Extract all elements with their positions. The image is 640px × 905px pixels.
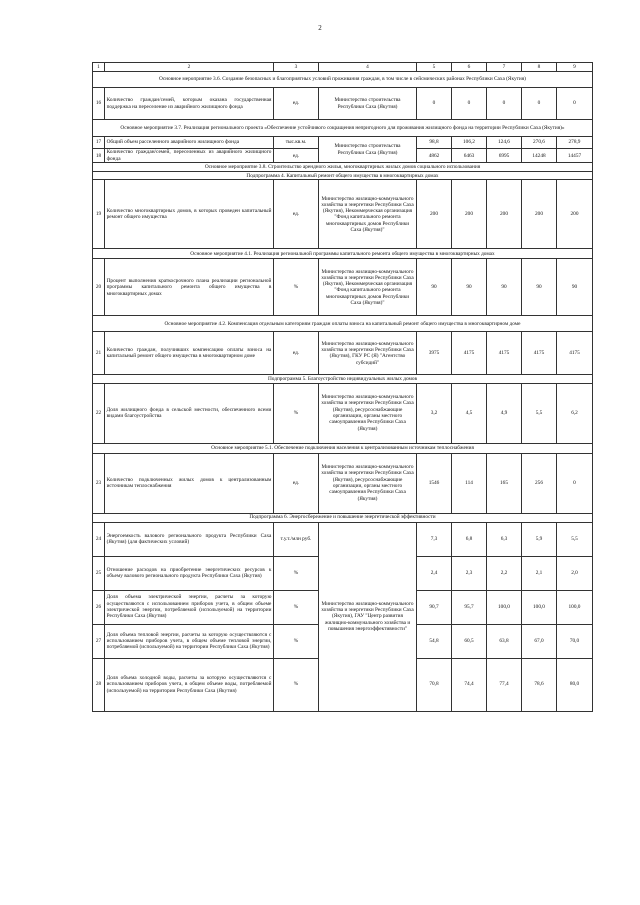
unit-of-measure: ед.	[274, 453, 319, 513]
indicator-value: 270,6	[522, 137, 557, 149]
row-number: 25	[93, 556, 105, 590]
indicator-value: 6,2	[557, 383, 593, 443]
responsible-executor: Министерство строительства Республики Саха (Якутия)	[319, 137, 417, 163]
indicator-value: 165	[487, 453, 522, 513]
indicator-value: 3975	[417, 332, 452, 375]
indicator-value: 200	[522, 180, 557, 249]
indicator-value: 124,6	[487, 137, 522, 149]
section-heading: Основное мероприятие 3.8. Строительство арендного жилья, многоквартирных жилых домов социального использования	[93, 163, 593, 172]
indicator-value: 0	[557, 453, 593, 513]
row-number: 19	[93, 180, 105, 249]
indicator-value: 4175	[522, 332, 557, 375]
row-number: 22	[93, 383, 105, 443]
unit-of-measure: %	[274, 590, 319, 624]
indicator-value: 278,9	[557, 137, 593, 149]
indicator-value: 0	[522, 88, 557, 120]
column-number: 8	[522, 63, 557, 72]
table-row	[93, 137, 593, 149]
indicator-name: Отношение расходов на приобретение энергетических ресурсов к объему валового регионального продукта Республики Саха (Якутия)	[105, 556, 274, 590]
indicator-value: 200	[557, 180, 593, 249]
section-heading: Подпрограмма 5. Благоустройство индивидуальных жилых домов	[93, 375, 593, 383]
row-number: 24	[93, 522, 105, 556]
section-heading-row	[93, 249, 593, 259]
row-number: 23	[93, 453, 105, 513]
table-row	[93, 259, 593, 316]
indicator-value: 5,9	[522, 522, 557, 556]
indicator-value: 74,4	[452, 658, 487, 711]
responsible-executor: Министерство строительства Республики Саха (Якутия)	[319, 88, 417, 120]
section-heading-row	[93, 120, 593, 137]
unit-of-measure: ед.	[274, 332, 319, 375]
unit-of-measure: %	[274, 556, 319, 590]
responsible-executor: Министерство жилищно-коммунального хозяйства и энергетики Республики Саха (Якутия), Некоммерческая организация "Фонд капитального ремонта многоквартирных домов Республики Саха (Якутия)"	[319, 180, 417, 249]
indicator-value: 14248	[522, 149, 557, 163]
row-number: 27	[93, 624, 105, 658]
unit-of-measure: т.у.т./млн руб.	[274, 522, 319, 556]
indicator-value: 90	[417, 259, 452, 316]
row-number: 16	[93, 88, 105, 120]
unit-of-measure: ед.	[274, 180, 319, 249]
indicator-value: 1546	[417, 453, 452, 513]
row-number: 20	[93, 259, 105, 316]
section-heading: Основное мероприятие 3.6. Создание безопасных и благоприятных условий проживания граждан, в том числе в сейсмических районах Республики Саха (Якутия)	[93, 72, 593, 88]
indicator-name: Доля объема холодной воды, расчеты за которую осуществляются с использованием приборов учета, в общем объеме воды, потребляемой (используемой) на территории Республики Саха (Якутия)	[105, 658, 274, 711]
indicator-value: 5,5	[522, 383, 557, 443]
indicator-value: 4175	[557, 332, 593, 375]
table-row	[93, 180, 593, 249]
indicator-name: Доля жилищного фонда в сельской местности, обеспеченного всеми видами благоустройства	[105, 383, 274, 443]
indicator-value: 14457	[557, 149, 593, 163]
section-heading: Подпрограмма 4. Капитальный ремонт общего имущества в многоквартирных домах	[93, 172, 593, 180]
section-heading: Основное мероприятие 3.7. Реализация регионального проекта «Обеспечение устойчивого сокращения непригодного для проживания жилищного фонда на территории Республики Саха (Якутия)»	[93, 120, 593, 137]
table-row	[93, 332, 593, 375]
responsible-executor: Министерство жилищно-коммунального хозяйства и энергетики Республики Саха (Якутия), ГАУ "Центр развития жилищно-коммунального хозяйства и повышения энергоэффективности"	[319, 522, 417, 711]
row-number: 17	[93, 137, 105, 149]
indicator-value: 90,7	[417, 590, 452, 624]
column-number: 7	[487, 63, 522, 72]
indicator-value: 0	[557, 88, 593, 120]
indicator-value: 54,8	[417, 624, 452, 658]
unit-of-measure: %	[274, 658, 319, 711]
responsible-executor: Министерство жилищно-коммунального хозяйства и энергетики Республики Саха (Якутия), ресурсоснабжающие организации, органы местного самоуправления Республики Саха (Якутия)	[319, 453, 417, 513]
column-number: 5	[417, 63, 452, 72]
indicator-value: 100,0	[487, 590, 522, 624]
indicator-value: 6,3	[487, 522, 522, 556]
column-number: 3	[274, 63, 319, 72]
indicator-value: 0	[417, 88, 452, 120]
section-heading: Основное мероприятие 4.1. Реализация региональной программы капитального ремонта общего имущества в многоквартирных домах	[93, 249, 593, 259]
indicator-value: 4,9	[487, 383, 522, 443]
indicator-value: 106,2	[452, 137, 487, 149]
unit-of-measure: %	[274, 259, 319, 316]
indicator-value: 7,3	[417, 522, 452, 556]
table-row	[93, 383, 593, 443]
column-number-row	[93, 63, 593, 72]
column-number: 1	[93, 63, 105, 72]
indicator-name: Количество граждан/семей, которым оказана государственная поддержка на переселение из аварийного жилищного фонда	[105, 88, 274, 120]
section-heading-row	[93, 375, 593, 383]
indicator-value: 4175	[487, 332, 522, 375]
indicator-value: 2,3	[452, 556, 487, 590]
section-heading-row	[93, 443, 593, 453]
indicator-value: 77,4	[487, 658, 522, 711]
table-row	[93, 453, 593, 513]
indicator-value: 2,0	[557, 556, 593, 590]
row-number: 26	[93, 590, 105, 624]
indicator-value: 200	[417, 180, 452, 249]
indicator-value: 5,5	[557, 522, 593, 556]
indicator-value: 90	[452, 259, 487, 316]
indicator-name: Количество граждан/семей, переселенных из аварийного жилищного фонда	[105, 149, 274, 163]
row-number: 21	[93, 332, 105, 375]
column-number: 2	[105, 63, 274, 72]
row-number: 18	[93, 149, 105, 163]
table-row	[93, 88, 593, 120]
indicator-value: 114	[452, 453, 487, 513]
indicator-value: 70,8	[417, 658, 452, 711]
column-number: 6	[452, 63, 487, 72]
indicator-value: 6995	[487, 149, 522, 163]
page-number: 2	[318, 24, 322, 32]
indicator-value: 95,7	[452, 590, 487, 624]
indicator-value: 256	[522, 453, 557, 513]
indicator-value: 100,0	[522, 590, 557, 624]
unit-of-measure: %	[274, 383, 319, 443]
section-heading: Основное мероприятие 5.1. Обеспечение подключения населения к централизованным источникам теплоснабжения	[93, 443, 593, 453]
section-heading-row	[93, 172, 593, 180]
indicators-table	[92, 62, 593, 712]
indicator-name: Доля объема тепловой энергии, расчеты за которую осуществляются с использованием приборов учета, в общем объеме тепловой энергии, потребляемой (используемой) на территории Республики Саха (Якутия)	[105, 624, 274, 658]
indicator-value: 90	[487, 259, 522, 316]
indicator-value: 100,0	[557, 590, 593, 624]
indicator-value: 200	[452, 180, 487, 249]
responsible-executor: Министерство жилищно-коммунального хозяйства и энергетики Республики Саха (Якутия), ресурсоснабжающие организации, органы местного самоуправления Республики Саха (Якутия)	[319, 383, 417, 443]
indicator-name: Количество подключенных жилых домов к централизованным источникам теплоснабжения	[105, 453, 274, 513]
indicator-name: Общий объем расселенного аварийного жилищного фонда	[105, 137, 274, 149]
indicator-value: 2,2	[487, 556, 522, 590]
table-row	[93, 522, 593, 556]
row-number: 28	[93, 658, 105, 711]
indicator-value: 4,5	[452, 383, 487, 443]
section-heading-row	[93, 163, 593, 172]
indicator-value: 70,0	[557, 624, 593, 658]
indicator-value: 90	[557, 259, 593, 316]
section-heading: Основное мероприятие 4.2. Компенсация отдельным категориям граждан оплаты взноса на капитальный ремонт общего имущества в многоквартирном доме	[93, 316, 593, 332]
indicator-value: 3,2	[417, 383, 452, 443]
indicator-name: Процент выполнения краткосрочного плана реализации региональной программы капитального ремонта общего имущества в многоквартирных домах	[105, 259, 274, 316]
indicator-value: 0	[452, 88, 487, 120]
responsible-executor: Министерство жилищно-коммунального хозяйства и энергетики Республики Саха (Якутия), Некоммерческая организация "Фонд капитального ремонта многоквартирных домов Республики Саха (Якутия)"	[319, 259, 417, 316]
indicator-name: Доля объема электрической энергии, расчеты за которую осуществляются с использованием приборов учета, в общем объеме электрической энергии, потребляемой (используемой) на территории Республики Саха (Якутия)	[105, 590, 274, 624]
indicator-value: 80,0	[557, 658, 593, 711]
indicator-value: 90	[522, 259, 557, 316]
column-number: 9	[557, 63, 593, 72]
indicator-value: 0	[487, 88, 522, 120]
unit-of-measure: %	[274, 624, 319, 658]
indicator-name: Количество граждан, получивших компенсацию оплаты взноса на капитальный ремонт общего имущества в многоквартирном доме	[105, 332, 274, 375]
indicator-value: 6463	[452, 149, 487, 163]
indicator-value: 4862	[417, 149, 452, 163]
indicator-value: 2,1	[522, 556, 557, 590]
section-heading-row	[93, 72, 593, 88]
indicator-name: Количество многоквартирных домов, в которых проведен капитальный ремонт общего имущества	[105, 180, 274, 249]
indicator-value: 2,4	[417, 556, 452, 590]
indicator-value: 60,5	[452, 624, 487, 658]
section-heading: Подпрограмма 6. Энергосбережение и повышение энергетической эффективности	[93, 513, 593, 522]
indicator-value: 4175	[452, 332, 487, 375]
responsible-executor: Министерство жилищно-коммунального хозяйства и энергетики Республики Саха (Якутия), ГКУ РС (Я) "Агентство субсидий"	[319, 332, 417, 375]
indicator-value: 67,0	[522, 624, 557, 658]
indicator-value: 78,6	[522, 658, 557, 711]
indicator-name: Энергоемкость валового регионального продукта Республики Саха (Якутия) (для фактических условий)	[105, 522, 274, 556]
indicator-value: 63,8	[487, 624, 522, 658]
unit-of-measure: ед.	[274, 149, 319, 163]
column-number: 4	[319, 63, 417, 72]
indicator-value: 98,8	[417, 137, 452, 149]
indicator-value: 6,8	[452, 522, 487, 556]
indicator-value: 200	[487, 180, 522, 249]
section-heading-row	[93, 316, 593, 332]
section-heading-row	[93, 513, 593, 522]
unit-of-measure: ед.	[274, 88, 319, 120]
unit-of-measure: тыс.кв.м.	[274, 137, 319, 149]
